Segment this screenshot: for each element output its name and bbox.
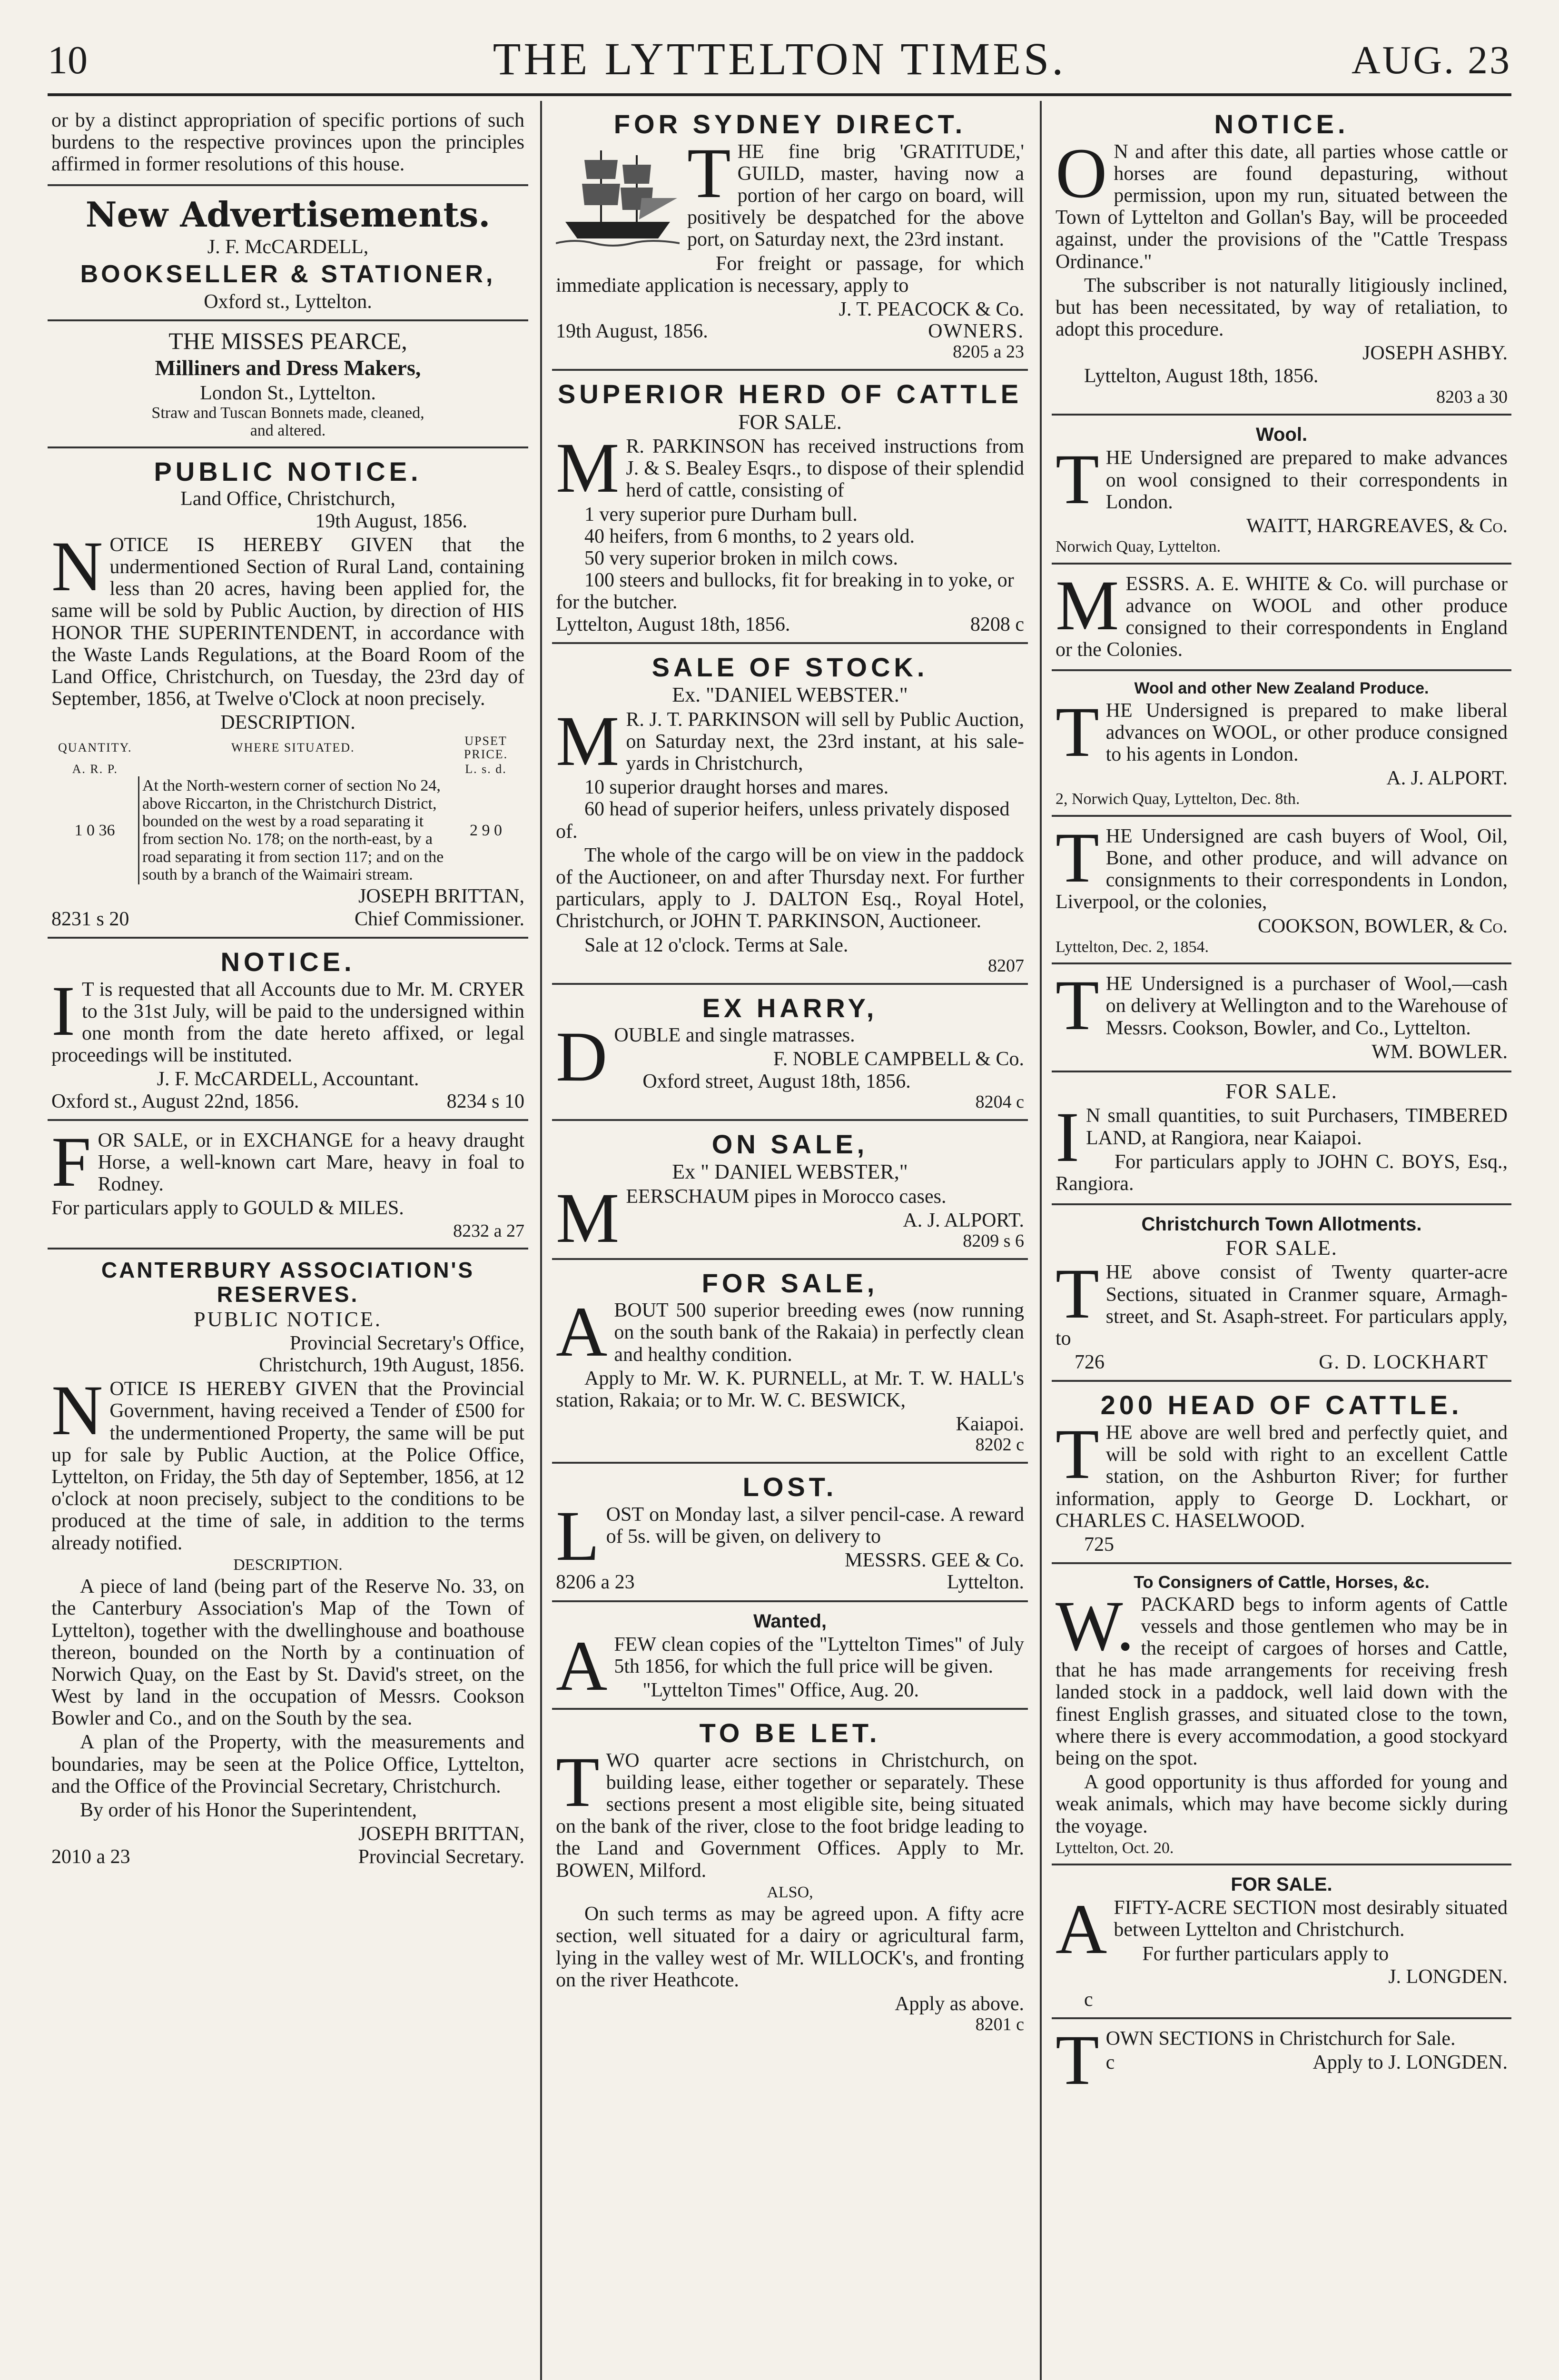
ad-body: ON and after this date, all parties whose cattle or horses are found depasturing, without permission, upon my run, situated between the Town of Lyttelton and Gollan's Bay, will be proceeded against, under the provisions of the "Cattle Trespass Ordinance." xyxy=(1056,133,1508,273)
notice-description: A piece of land (being part of the Reserve No. 33, on the Canterbury Association's Map of the Town of Lyttelton), together with the dwellinghouse and boathouse thereon, bounded on the North by a continuation of Norwich Quay, on the East by St. David's street, on the West by land in the occupation of Messrs. Cookson Bowler and Co., and on the South by the sea. xyxy=(51,1576,524,1730)
header-rule xyxy=(48,93,1511,96)
pearce-ad xyxy=(48,321,528,448)
ad-body: FOR SALE, or in EXCHANGE for a heavy draught Horse, a well-known cart Mare, heavy in foal to Rodney. xyxy=(51,1122,524,1201)
masthead: THE LYTTELTON TIMES. xyxy=(493,33,1066,84)
ad-body-2: The subscriber is not naturally litigiously inclined, but has been necessitated, by way of retaliation, to adopt this procedure. xyxy=(1056,274,1508,341)
ad-body-2: A good opportunity is thus afforded for young and weak animals, which may have become sickly during the voyage. xyxy=(1056,1771,1508,1837)
ad-agent: MESSRS. GEE & Co. xyxy=(845,1549,1024,1572)
ad-subheading: Ex " DANIEL WEBSTER," xyxy=(672,1160,908,1184)
article-text: or by a distinct appropriation of specific portions of such burdens to the respective provinces upon the principles affirmed in former resolutions of this house. xyxy=(51,109,524,176)
ad-apply: Apply to Mr. W. K. PURNELL, at Mr. T. W. HALL's station, Rakaia; or to Mr. W. C. BESWICK, xyxy=(556,1367,1024,1412)
wool-purchaser-ad xyxy=(1052,964,1511,1072)
ad-ref: 8201 c xyxy=(975,2014,1024,2035)
notice-body: IT is requested that all Accounts due to Mr. M. CRYER to the 31st July, will be paid to the undersigned within one month from the date hereto affixed, or legal proceedings will be instituted. xyxy=(51,971,524,1067)
ad-freight: For freight or passage, for which immediate application is necessary, apply to xyxy=(556,252,1024,297)
ad-heading: FOR SALE. xyxy=(1225,1079,1338,1103)
ad-view: The whole of the cargo will be on view in the paddock of the Auctioneer, on and after Thursday next. For further particulars, apply to J. DALTON Esq., Royal Hotel, Christchurch, or JOHN T. PARKINSON, Auctioneer. xyxy=(556,844,1024,932)
ad-body: AFEW clean copies of the "Lyttelton Times" of July 5th 1856, for which the full price will be given. xyxy=(556,1626,1024,1706)
ad-agent: F. NOBLE CAMPBELL & Co. xyxy=(773,1048,1024,1071)
page-number: 10 xyxy=(48,38,88,82)
ad-body: THE above consist of Twenty quarter-acre Sections, situated in Cranmer square, Armagh-street, and St. Asaph-street. For particulars apply, to xyxy=(1056,1254,1508,1350)
ad-body: THE Undersigned are prepared to make advances on wool consigned to their correspondents in London. xyxy=(1056,440,1508,519)
ad-heading: NOTICE. xyxy=(1214,109,1349,139)
ad-subheading: PUBLIC NOTICE. xyxy=(194,1308,382,1331)
list-item: 50 very superior broken in milch cows. xyxy=(584,547,898,569)
ad-signer: A. J. ALPORT. xyxy=(1386,767,1508,790)
ad-date: 19th August, 1856. xyxy=(556,320,708,343)
where-cell: At the North-western corner of section No 24, above Riccarton, in the Christchurch District, bounded on the west by a road separating it from section No. 178; on the north-east, by a road separating it from section 117; and on the south by a branch of the Waimairi stream. xyxy=(139,776,448,884)
list-item: 40 heifers, from 6 months, to 2 years old. xyxy=(584,525,915,547)
ad-heading: To Consigners of Cattle, Horses, &c. xyxy=(1134,1572,1430,1592)
ad-place: Lyttelton, August 18th, 1856. xyxy=(556,613,790,635)
column-1 xyxy=(48,101,528,2380)
notice-place: Oxford st., August 22nd, 1856. xyxy=(51,1090,299,1112)
column-rule xyxy=(540,101,542,2380)
column-2 xyxy=(552,101,1028,2380)
ad-body: THE Undersigned is a purchaser of Wool,—cash on delivery at Wellington and to the Warehouse of Messrs. Cookson, Bowler, and Co., Lyttelton. xyxy=(1056,966,1508,1045)
ad-body: MR. PARKINSON has received instructions from J. & S. Bealey Esqrs., to dispose of their splendid herd of cattle, consisting of xyxy=(556,428,1024,508)
notice-ref: 8234 s 10 xyxy=(446,1090,524,1112)
list-item: 60 head of superior heifers, unless privately disposed of. xyxy=(556,798,1010,843)
town-sections-ad xyxy=(1052,2019,1511,2100)
notice-ref: 8231 s 20 xyxy=(51,908,129,930)
page-header xyxy=(48,28,1511,99)
consigners-ad xyxy=(1052,1564,1511,1865)
ad-body: THE Undersigned is prepared to make liberal advances on WOOL, or other produce consigned to his agents in London. xyxy=(1056,692,1508,772)
ad-body: ABOUT 500 superior breeding ewes (now running on the south bank of the Rakaia) in perfectly clean and healthy condition. xyxy=(556,1292,1024,1372)
ad-apply: For particulars apply to GOULD & MILES. xyxy=(51,1197,404,1220)
to-be-let-ad xyxy=(552,1710,1028,2042)
white-produce-ad xyxy=(1052,565,1511,672)
ad-body-2: On such terms as may be agreed upon. A fifty acre section, well situated for a dairy or agricultural farm, lying in the valley west of Mr. WILLOCK's, and fronting on the river Heathcote. xyxy=(556,1903,1024,1991)
notice-date: Christchurch, 19th August, 1856. xyxy=(259,1354,524,1377)
ad-ref: 8208 c xyxy=(970,613,1024,635)
ad-signer: COOKSON, BOWLER, & Co. xyxy=(1258,915,1508,937)
ad-address: Oxford st., Lyttelton. xyxy=(204,291,372,313)
ad-body: IN small quantities, to suit Purchasers, TIMBERED LAND, at Rangiora, near Kaiapoi. xyxy=(1056,1098,1508,1177)
ad-ref: 8203 a 30 xyxy=(1436,387,1508,407)
quantity-cell: 1 0 36 xyxy=(74,821,115,839)
ad-place: Lyttelton, August 18th, 1856. xyxy=(1084,365,1319,387)
wanted-ad xyxy=(552,1602,1028,1710)
advertiser-name: THE MISSES PEARCE, xyxy=(168,327,407,355)
mccardell-ad xyxy=(48,186,528,322)
ad-body: THE above are well bred and perfectly quiet, and will be sold with right to an excellent Cattle station, on the Ashburton River; for further information, apply to George D. Lockhart, or CHARLES C. HASELWOOD. xyxy=(1056,1415,1508,1532)
ad-place: Lyttelton, Dec. 2, 1854. xyxy=(1056,938,1209,956)
nz-produce-ad xyxy=(1052,671,1511,817)
ad-address: London St., Lyttelton. xyxy=(200,382,376,404)
lost-ad xyxy=(552,1464,1028,1602)
col-price: UPSET PRICE. xyxy=(464,734,508,762)
table-row xyxy=(51,776,524,884)
notice-signer: J. F. McCARDELL, Accountant. xyxy=(157,1068,419,1091)
ewes-sale-ad xyxy=(552,1260,1028,1464)
timbered-land-ad xyxy=(1052,1072,1511,1205)
ex-harry-ad xyxy=(552,985,1028,1121)
ad-ref: 8206 a 23 xyxy=(556,1571,635,1594)
notice-ref: 2010 a 23 xyxy=(51,1846,130,1868)
ad-ref: 726 xyxy=(1075,1351,1105,1374)
ad-text: and altered. xyxy=(250,422,326,440)
ad-ref: 8205 a 23 xyxy=(953,342,1024,362)
ad-text: Straw and Tuscan Bonnets made, cleaned, xyxy=(151,404,424,422)
ad-apply: Apply as above. xyxy=(895,1993,1024,2015)
ad-signer: G. D. LOCKHART xyxy=(1319,1351,1489,1374)
ad-body: LOST on Monday last, a silver pencil-case. A reward of 5s. will be given, on delivery to xyxy=(556,1496,1024,1576)
sailing-ship-icon xyxy=(556,141,680,255)
cattle-ad xyxy=(1052,1382,1511,1564)
ad-office: "Lyttelton Times" Office, Aug. 20. xyxy=(642,1679,919,1701)
ad-agent: J. T. PEACOCK & Co. xyxy=(839,298,1024,320)
ad-signer: J. LONGDEN. xyxy=(1388,1965,1508,1988)
ad-ref: 8209 s 6 xyxy=(963,1230,1024,1251)
ad-heading: FOR SALE, xyxy=(701,1268,878,1298)
description-heading: DESCRIPTION. xyxy=(233,1556,343,1574)
ad-heading: ON SALE, xyxy=(711,1129,868,1159)
ad-heading: 200 HEAD OF CATTLE. xyxy=(1100,1390,1463,1420)
column-3 xyxy=(1052,101,1511,2380)
ad-heading: EX HARRY, xyxy=(702,992,878,1023)
ad-heading: Christchurch Town Allotments. xyxy=(1141,1214,1422,1235)
herd-cattle-ad xyxy=(552,371,1028,644)
list-item: 100 steers and bullocks, fit for breaking in to yoke, or for the butcher. xyxy=(556,569,1014,614)
ad-signer: WM. BOWLER. xyxy=(1372,1041,1508,1063)
new-advertisements-heading: New Advertisements. xyxy=(85,194,491,235)
ad-place: Lyttelton. xyxy=(947,1571,1024,1594)
ad-place: Oxford street, August 18th, 1856. xyxy=(642,1070,911,1092)
ad-body: THE fine brig 'GRATITUDE,' GUILD, master, having now a portion of her cargo on board, will positively be despatched for the above port, on Saturday next, the 23rd instant. xyxy=(687,133,1024,251)
advertiser-name: J. F. McCARDELL, xyxy=(207,236,369,258)
column-rule xyxy=(1040,101,1042,2380)
ad-heading: LOST. xyxy=(742,1472,838,1502)
notice-signer: JOSEPH BRITTAN, xyxy=(358,885,524,907)
ad-place: Lyttelton, Oct. 20. xyxy=(1056,1839,1174,1857)
ad-heading: Wanted, xyxy=(753,1610,827,1632)
ad-title: Milliners and Dress Makers, xyxy=(155,356,421,380)
notice-accounts xyxy=(48,939,528,1121)
ad-body: W.PACKARD begs to inform agents of Cattle vessels and those gentlemen who may be in the receipt of cargoes of horses and Cattle, that he has made arrangements for receiving fresh landed stock in a paddock, well laid down with the finest English grasses, and situated close to the town, where there is every accommodation, a good stockyard being on the spot. xyxy=(1056,1586,1508,1770)
ad-ref: 8202 c xyxy=(975,1435,1024,1455)
ad-ref: 8204 c xyxy=(975,1091,1024,1112)
ad-subheading: FOR SALE. xyxy=(1225,1236,1338,1260)
continued-article xyxy=(48,101,528,186)
ad-body: TWO quarter acre sections in Christchurch, on building lease, either together or separately. These sections present a most eligible site, being situated on the bank of the river, close to the foot bridge leading to the Land and Government Offices. Apply to Mr. BOWEN, Milford. xyxy=(556,1742,1024,1882)
cash-buyers-ad xyxy=(1052,817,1511,964)
ad-heading: PUBLIC NOTICE. xyxy=(154,456,422,486)
public-notice-land xyxy=(48,448,528,939)
town-allotments-ad xyxy=(1052,1205,1511,1382)
col-where: WHERE SITUATED. xyxy=(231,740,355,754)
price-cell: 2 9 0 xyxy=(470,821,502,839)
notice-signer: JOSEPH BRITTAN, xyxy=(358,1823,524,1845)
ad-apply: For particulars apply to JOHN C. BOYS, Esq., Rangiora. xyxy=(1056,1150,1508,1195)
ad-body: THE Undersigned are cash buyers of Wool, Oil, Bone, and other produce, and will advance on consignments to their correspondents in London, Liverpool, or the colonies, xyxy=(1056,818,1508,913)
ad-heading: TO BE LET. xyxy=(699,1718,881,1748)
ad-place: Kaiapoi. xyxy=(956,1413,1024,1436)
list-item: 10 superior draught horses and mares. xyxy=(584,776,889,799)
ad-body: TOWN SECTIONS in Christchurch for Sale. xyxy=(1056,2021,1456,2100)
ad-heading: Wool. xyxy=(1255,424,1308,446)
description-heading: DESCRIPTION. xyxy=(220,712,355,734)
ad-subheading: FOR SALE. xyxy=(738,410,842,434)
sale-of-stock-ad xyxy=(552,644,1028,985)
ad-body: MESSRS. A. E. WHITE & Co. will purchase or advance on WOOL and other produce consigned to their correspondents in England or the Colonies. xyxy=(1056,565,1508,661)
fifty-acre-ad xyxy=(1052,1865,1511,2019)
wool-advances-ad xyxy=(1052,416,1511,564)
ad-body: AFIFTY-ACRE SECTION most desirably situated between Lyttelton and Christchurch. xyxy=(1056,1890,1508,1969)
ad-place: 2, Norwich Quay, Lyttelton, Dec. 8th. xyxy=(1056,790,1300,808)
ad-ref: 8232 a 27 xyxy=(453,1220,524,1241)
ad-heading: SUPERIOR HERD OF CATTLE xyxy=(557,379,1023,409)
signer-title: Chief Commissioner. xyxy=(355,908,524,930)
association-reserves-notice xyxy=(48,1250,528,1874)
sydney-ship-ad xyxy=(552,101,1028,371)
ad-also: ALSO, xyxy=(767,1883,813,1901)
notice-body: NOTICE IS HEREBY GIVEN that the Provincial Government, having received a Tender of £500 for the undermentioned Property, the same will be put up for sale by Public Auction, at the Police Office, Lyttelton, on Friday, the 5th day of September, 1856, at 12 o'clock at noon precisely, subject to the conditions to be produced at the time of sale, in addition to the terms already notified. xyxy=(51,1371,524,1554)
ad-owners: OWNERS. xyxy=(928,320,1024,343)
ad-heading: CANTERBURY ASSOCIATION'S RESERVES. xyxy=(101,1258,475,1307)
ad-ref: c xyxy=(1105,2052,1115,2074)
ad-ref: c xyxy=(1084,1988,1093,2011)
issue-date: AUG. 23 xyxy=(1352,38,1511,82)
signer-title: Provincial Secretary. xyxy=(358,1846,524,1868)
ad-body: MR. J. T. PARKINSON will sell by Public Auction, on Saturday next, the 23rd instant, at his sale-yards in Christchurch, xyxy=(556,701,1024,781)
ad-heading: FOR SYDNEY DIRECT. xyxy=(613,109,967,139)
ad-heading: FOR SALE. xyxy=(1231,1874,1332,1895)
notice-office: Land Office, Christchurch, xyxy=(180,488,395,510)
ad-body: MEERSCHAUM pipes in Morocco cases. xyxy=(556,1178,947,1258)
ad-title: BOOKSELLER & STATIONER, xyxy=(80,260,496,288)
meerschaum-ad xyxy=(552,1121,1028,1260)
ad-signer: WAITT, HARGREAVES, & Co. xyxy=(1246,515,1508,537)
col-arp: A. R. P. xyxy=(72,762,118,776)
notice-body: NOTICE IS HEREBY GIVEN that the undermentioned Section of Rural Land, containing less than 20 acres, having been applied for, the same will be sold by Public Auction, by direction of HIS HONOR THE SUPERINTENDENT, in accordance with the Waste Lands Regulations, at the Board Room of the Land Office, Christchurch, on Tuesday, the 23rd day of September, 1856, at Twelve o'Clock at noon precisely. xyxy=(51,526,524,710)
ad-signer: JOSEPH ASHBY. xyxy=(1362,342,1508,365)
ad-heading: NOTICE. xyxy=(220,947,355,977)
list-item: 1 very superior pure Durham bull. xyxy=(584,503,858,526)
ad-heading: SALE OF STOCK. xyxy=(651,652,928,682)
ad-subheading: Ex. "DANIEL WEBSTER." xyxy=(672,683,908,707)
col-quantity: QUANTITY. xyxy=(58,740,132,754)
notice-plan: A plan of the Property, with the measurements and boundaries, may be seen at the Police Office, Lyttelton, and the Office of the Provincial Secretary, Christchurch. xyxy=(51,1731,524,1797)
col-lsd: L. s. d. xyxy=(465,762,507,776)
notice-order: By order of his Honor the Superintendent, xyxy=(80,1799,417,1822)
land-table xyxy=(51,734,524,884)
ad-ref: 8207 xyxy=(988,955,1024,976)
ad-sale: Sale at 12 o'clock. Terms at Sale. xyxy=(584,934,849,956)
notice-office: Provincial Secretary's Office, xyxy=(289,1332,524,1354)
ad-agent: A. J. ALPORT. xyxy=(903,1209,1024,1231)
horse-exchange-ad xyxy=(48,1121,528,1250)
ad-heading: Wool and other New Zealand Produce. xyxy=(1134,679,1429,698)
ad-apply: For further particulars apply to xyxy=(1142,1943,1389,1965)
ad-apply: Apply to J. LONGDEN. xyxy=(1312,2052,1508,2074)
trespass-notice xyxy=(1052,101,1511,416)
ad-body: DOUBLE and single matrasses. xyxy=(556,1017,855,1097)
ad-ref: 725 xyxy=(1084,1533,1114,1556)
notice-date: 19th August, 1856. xyxy=(315,510,467,532)
ad-place: Norwich Quay, Lyttelton. xyxy=(1056,538,1221,556)
